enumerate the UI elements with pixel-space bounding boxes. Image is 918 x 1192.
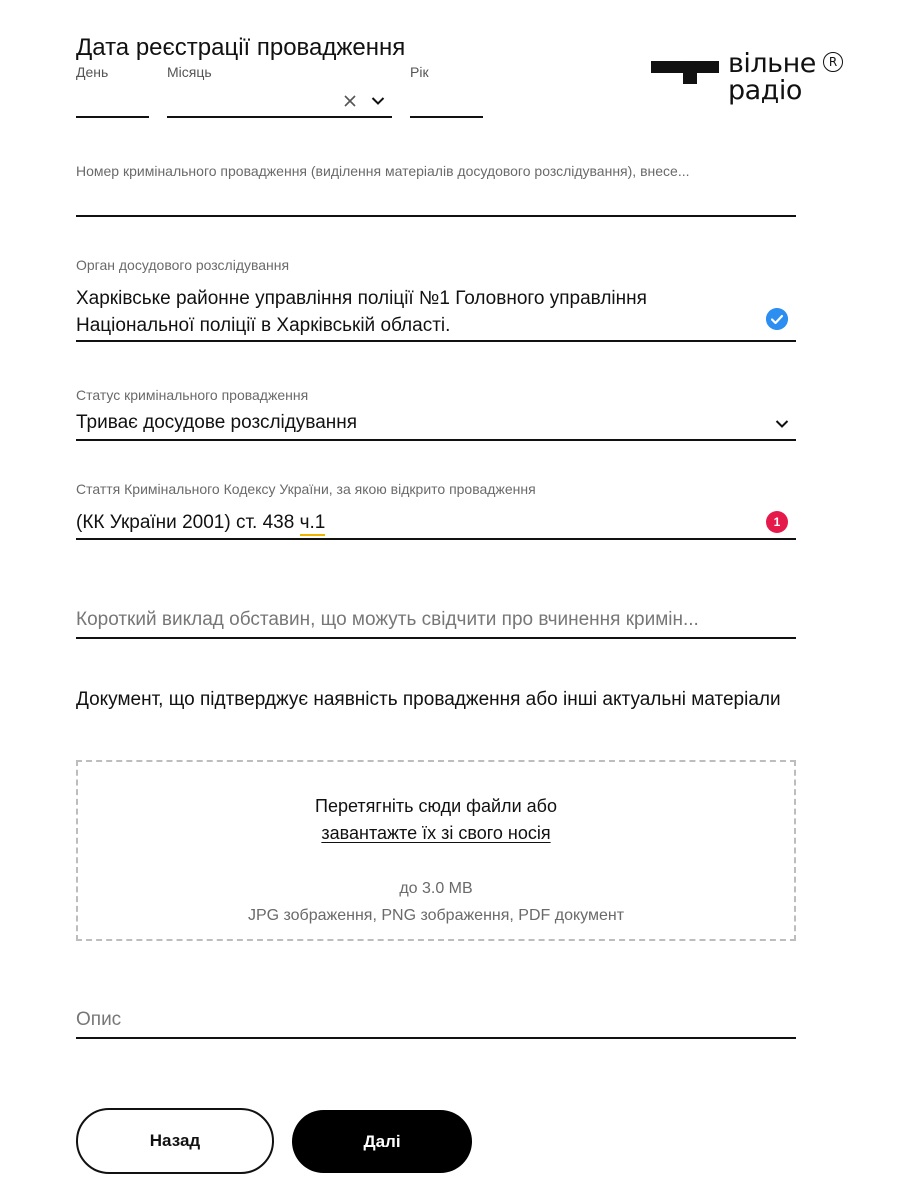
brand-logo xyxy=(651,50,846,112)
drop-instructions: Перетягніть сюди файли або xyxy=(315,796,557,816)
back-button[interactable]: Назад xyxy=(76,1108,274,1174)
year-underline xyxy=(410,116,483,118)
next-button[interactable]: Далі xyxy=(292,1110,472,1173)
chevron-down-icon[interactable] xyxy=(775,419,789,429)
circumstances-input[interactable]: Короткий виклад обставин, що можуть свідчити про вчинення кримін... xyxy=(76,609,699,630)
clear-month-icon[interactable] xyxy=(343,94,357,108)
max-file-size: до 3.0 MB xyxy=(399,880,473,897)
case-number-label: Номер кримінального провадження (виділення матеріалів досудового розслідування), внесе... xyxy=(76,163,690,179)
month-underline xyxy=(167,116,392,118)
day-underline xyxy=(76,116,149,118)
case-status-underline xyxy=(76,439,796,441)
chevron-down-icon[interactable] xyxy=(371,96,385,106)
check-icon xyxy=(766,308,788,330)
logo-line-2: радіо xyxy=(728,75,802,106)
criminal-code-article-label: Стаття Кримінального Кодексу України, за якою відкрито провадження xyxy=(76,481,536,497)
month-label: Місяць xyxy=(167,64,212,80)
error-count-badge: 1 xyxy=(766,511,788,533)
criminal-code-article-underline xyxy=(76,538,796,540)
logo-mark-icon xyxy=(651,58,719,84)
criminal-code-article-input[interactable] xyxy=(76,509,756,536)
investigation-body-input[interactable]: Харківське районне управління поліції №1 Головного управління Національної поліції в Харківській області. xyxy=(76,288,647,336)
browse-files-link[interactable]: завантажте їх зі свого носія xyxy=(321,823,551,843)
investigation-body-label: Орган досудового розслідування xyxy=(76,257,290,273)
article-value-flagged: ч.1 xyxy=(300,512,326,536)
registration-date-title: Дата реєстрації провадження xyxy=(76,34,406,61)
circumstances-underline xyxy=(76,637,796,639)
year-label: Рік xyxy=(410,64,429,80)
document-upload-heading: Документ, що підтверджує наявність провадження або інші актуальні матеріали xyxy=(76,689,781,710)
month-select[interactable] xyxy=(167,84,392,116)
file-dropzone[interactable] xyxy=(76,760,796,941)
day-input[interactable] xyxy=(76,84,149,116)
description-underline xyxy=(76,1037,796,1039)
logo-line-1: вільне xyxy=(728,48,816,79)
case-number-underline xyxy=(76,215,796,217)
article-value-text: (КК України 2001) ст. 438 xyxy=(76,512,300,533)
description-input[interactable]: Опис xyxy=(76,1009,122,1030)
day-label: День xyxy=(76,64,109,80)
case-number-input[interactable] xyxy=(76,182,796,214)
case-status-select[interactable]: Триває досудове розслідування xyxy=(76,412,358,433)
logo-text xyxy=(728,50,816,104)
registered-mark-icon: R xyxy=(823,52,843,72)
case-status-label: Статус кримінального провадження xyxy=(76,387,309,403)
year-input[interactable] xyxy=(410,84,483,116)
investigation-body-underline xyxy=(76,340,796,342)
allowed-file-types: JPG зображення, PNG зображення, PDF документ xyxy=(247,907,625,924)
